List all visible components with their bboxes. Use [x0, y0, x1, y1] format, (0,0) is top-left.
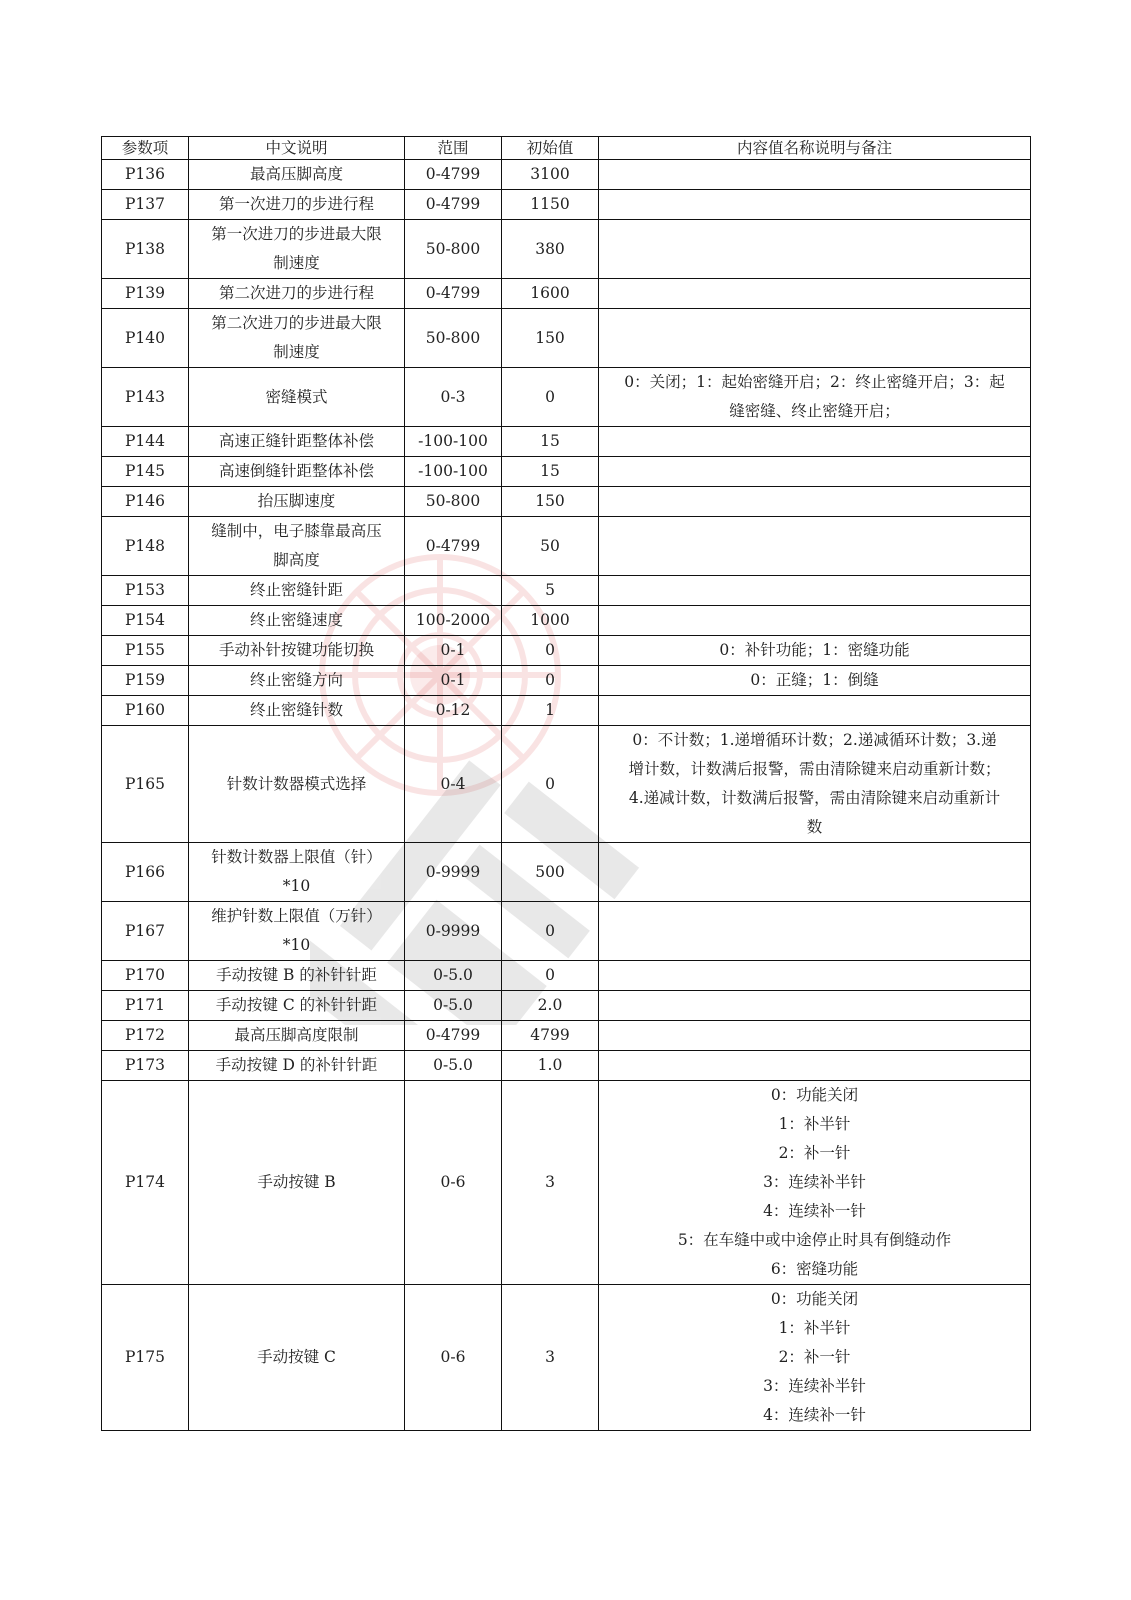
note-line: 4：连续补一针: [763, 1406, 866, 1424]
param-id-cell: P165: [102, 726, 189, 843]
default-value-cell: 1.0: [502, 1051, 599, 1081]
parameter-table: [101, 136, 1031, 1431]
range-cell: 0-5.0: [405, 1051, 502, 1081]
description-line: 第二次进刀的步进最大限: [211, 314, 382, 332]
note-line: 0：不计数；1.递增循环计数；2.递减循环计数；3.递: [632, 731, 997, 749]
notes-cell: [599, 636, 1031, 666]
default-value-cell: 0: [502, 961, 599, 991]
param-id-cell: P159: [102, 666, 189, 696]
default-value-cell: 15: [502, 457, 599, 487]
description-line: 制速度: [273, 343, 320, 361]
range-cell: 0-4799: [405, 517, 502, 576]
table-row: [102, 1081, 1031, 1285]
description-line: 第一次进刀的步进最大限: [211, 225, 382, 243]
description-line: 终止密缝方向: [249, 671, 343, 689]
param-id-cell: P153: [102, 576, 189, 606]
range-cell: 50-800: [405, 309, 502, 368]
table-row: [102, 991, 1031, 1021]
description-line: *10: [282, 877, 311, 895]
default-value-cell: 3: [502, 1081, 599, 1285]
description-line: 缝制中，电子膝靠最高压: [211, 522, 382, 540]
table-row: [102, 666, 1031, 696]
default-value-cell: 3100: [502, 160, 599, 190]
range-cell: -100-100: [405, 427, 502, 457]
description-cell: [189, 309, 405, 368]
notes-cell: [599, 961, 1031, 991]
header-default: 初始值: [502, 137, 599, 160]
header-param: 参数项: [102, 137, 189, 160]
default-value-cell: 500: [502, 843, 599, 902]
default-value-cell: 5: [502, 576, 599, 606]
description-line: 手动按键 C 的补针针距: [215, 996, 378, 1014]
param-id-cell: P171: [102, 991, 189, 1021]
param-id-cell: P143: [102, 368, 189, 427]
param-id-cell: P145: [102, 457, 189, 487]
description-line: 高速正缝针距整体补偿: [218, 432, 374, 450]
header-description: 中文说明: [189, 137, 405, 160]
note-line: 0：补针功能；1：密缝功能: [719, 641, 910, 659]
table-row: [102, 220, 1031, 279]
description-cell: [189, 636, 405, 666]
header-range: 范围: [405, 137, 502, 160]
range-cell: 0-4799: [405, 279, 502, 309]
range-cell: 0-5.0: [405, 991, 502, 1021]
note-line: 0：正缝；1：倒缝: [750, 671, 879, 689]
notes-cell: [599, 666, 1031, 696]
note-line: 增计数，计数满后报警，需由清除键来启动重新计数；: [628, 760, 1001, 778]
param-id-cell: P173: [102, 1051, 189, 1081]
note-line: 0：功能关闭: [770, 1086, 859, 1104]
range-cell: 0-5.0: [405, 961, 502, 991]
param-id-cell: P137: [102, 190, 189, 220]
range-cell: -100-100: [405, 457, 502, 487]
range-cell: 0-4799: [405, 190, 502, 220]
notes-cell: [599, 279, 1031, 309]
description-line: 终止密缝针数: [249, 701, 343, 719]
range-cell: 0-3: [405, 368, 502, 427]
notes-cell: [599, 696, 1031, 726]
notes-cell: [599, 1051, 1031, 1081]
description-line: 终止密缝速度: [249, 611, 343, 629]
description-line: 维护针数上限值（万针）: [211, 907, 382, 925]
description-cell: [189, 696, 405, 726]
range-cell: 0-6: [405, 1081, 502, 1285]
description-cell: [189, 902, 405, 961]
default-value-cell: 0: [502, 666, 599, 696]
note-line: 0：功能关闭: [770, 1290, 859, 1308]
description-line: 高速倒缝针距整体补偿: [218, 462, 374, 480]
description-cell: [189, 160, 405, 190]
range-cell: 0-4799: [405, 160, 502, 190]
notes-cell: [599, 190, 1031, 220]
table-row: [102, 576, 1031, 606]
description-line: *10: [282, 936, 311, 954]
table-row: [102, 487, 1031, 517]
description-line: 手动按键 B 的补针针距: [216, 966, 377, 984]
table-row: [102, 696, 1031, 726]
table-row: [102, 427, 1031, 457]
notes-cell: [599, 606, 1031, 636]
table-row: [102, 309, 1031, 368]
notes-cell: [599, 902, 1031, 961]
param-id-cell: P155: [102, 636, 189, 666]
header-notes: 内容值名称说明与备注: [599, 137, 1031, 160]
param-id-cell: P144: [102, 427, 189, 457]
default-value-cell: 150: [502, 309, 599, 368]
table-row: [102, 726, 1031, 843]
default-value-cell: 1600: [502, 279, 599, 309]
description-line: 脚高度: [273, 551, 320, 569]
notes-cell: [599, 309, 1031, 368]
range-cell: 0-4: [405, 726, 502, 843]
description-cell: [189, 1021, 405, 1051]
default-value-cell: 1: [502, 696, 599, 726]
default-value-cell: 15: [502, 427, 599, 457]
description-cell: [189, 457, 405, 487]
range-cell: 0-1: [405, 666, 502, 696]
default-value-cell: 1000: [502, 606, 599, 636]
notes-cell: [599, 160, 1031, 190]
table-row: [102, 636, 1031, 666]
description-cell: [189, 1081, 405, 1285]
notes-cell: [599, 457, 1031, 487]
description-cell: [189, 190, 405, 220]
description-cell: [189, 427, 405, 457]
note-line: 1：补半针: [778, 1319, 851, 1337]
table-row: [102, 1051, 1031, 1081]
param-id-cell: P139: [102, 279, 189, 309]
param-id-cell: P160: [102, 696, 189, 726]
param-id-cell: P136: [102, 160, 189, 190]
description-line: 手动补针按键功能切换: [218, 641, 374, 659]
notes-cell: [599, 576, 1031, 606]
default-value-cell: 0: [502, 902, 599, 961]
note-line: 4.递减计数，计数满后报警，需由清除键来启动重新计: [628, 789, 1001, 807]
param-id-cell: P174: [102, 1081, 189, 1285]
description-line: 手动按键 C: [257, 1348, 336, 1366]
note-line: 5：在车缝中或中途停止时具有倒缝动作: [677, 1231, 952, 1249]
note-line: 2：补一针: [778, 1144, 851, 1162]
default-value-cell: 3: [502, 1285, 599, 1431]
default-value-cell: 150: [502, 487, 599, 517]
notes-cell: [599, 487, 1031, 517]
param-id-cell: P146: [102, 487, 189, 517]
description-line: 手动按键 D 的补针针距: [215, 1056, 378, 1074]
default-value-cell: 2.0: [502, 991, 599, 1021]
param-id-cell: P154: [102, 606, 189, 636]
range-cell: 0-9999: [405, 843, 502, 902]
description-line: 密缝模式: [265, 387, 328, 406]
default-value-cell: 4799: [502, 1021, 599, 1051]
param-id-cell: P175: [102, 1285, 189, 1431]
range-cell: 100-2000: [405, 606, 502, 636]
description-line: 最高压脚高度: [249, 165, 343, 183]
range-cell: 0-9999: [405, 902, 502, 961]
note-line: 0：关闭；1：起始密缝开启；2：终止密缝开启；3：起: [624, 373, 1005, 391]
table-row: [102, 279, 1031, 309]
description-line: 针数计数器模式选择: [226, 774, 367, 793]
description-cell: [189, 726, 405, 843]
table-header-row: [102, 137, 1031, 160]
description-line: 手动按键 B: [257, 1173, 336, 1191]
description-line: 第二次进刀的步进行程: [218, 284, 374, 302]
param-id-cell: P170: [102, 961, 189, 991]
description-cell: [189, 279, 405, 309]
description-cell: [189, 487, 405, 517]
notes-cell: [599, 843, 1031, 902]
param-id-cell: P148: [102, 517, 189, 576]
note-line: 缝密缝、终止密缝开启；: [729, 402, 900, 420]
description-line: 针数计数器上限值（针）: [211, 848, 382, 866]
table-row: [102, 160, 1031, 190]
notes-cell: [599, 1021, 1031, 1051]
description-cell: [189, 961, 405, 991]
notes-cell: [599, 427, 1031, 457]
description-cell: [189, 220, 405, 279]
notes-cell: [599, 726, 1031, 843]
range-cell: 50-800: [405, 220, 502, 279]
default-value-cell: 0: [502, 368, 599, 427]
description-line: 最高压脚高度限制: [234, 1026, 359, 1044]
default-value-cell: 0: [502, 726, 599, 843]
notes-cell: [599, 1081, 1031, 1285]
notes-cell: [599, 991, 1031, 1021]
default-value-cell: 380: [502, 220, 599, 279]
description-cell: [189, 368, 405, 427]
param-id-cell: P167: [102, 902, 189, 961]
range-cell: [405, 576, 502, 606]
range-cell: 50-800: [405, 487, 502, 517]
range-cell: 0-12: [405, 696, 502, 726]
table-row: [102, 843, 1031, 902]
table-row: [102, 457, 1031, 487]
table-row: [102, 1021, 1031, 1051]
note-line: 4：连续补一针: [763, 1202, 866, 1220]
param-id-cell: P172: [102, 1021, 189, 1051]
description-cell: [189, 1051, 405, 1081]
param-id-cell: P138: [102, 220, 189, 279]
notes-cell: [599, 1285, 1031, 1431]
default-value-cell: 0: [502, 636, 599, 666]
range-cell: 0-1: [405, 636, 502, 666]
param-id-cell: P140: [102, 309, 189, 368]
note-line: 3：连续补半针: [763, 1173, 866, 1191]
description-cell: [189, 606, 405, 636]
note-line: 6：密缝功能: [770, 1260, 859, 1278]
note-line: 1：补半针: [778, 1115, 851, 1133]
table-row: [102, 902, 1031, 961]
description-line: 第一次进刀的步进行程: [218, 195, 374, 213]
note-line: 3：连续补半针: [763, 1377, 866, 1395]
table-row: [102, 961, 1031, 991]
default-value-cell: 50: [502, 517, 599, 576]
description-cell: [189, 991, 405, 1021]
table-row: [102, 517, 1031, 576]
description-line: 终止密缝针距: [249, 581, 343, 599]
default-value-cell: 1150: [502, 190, 599, 220]
table-row: [102, 190, 1031, 220]
description-cell: [189, 517, 405, 576]
notes-cell: [599, 517, 1031, 576]
notes-cell: [599, 368, 1031, 427]
param-id-cell: P166: [102, 843, 189, 902]
description-line: 制速度: [273, 254, 320, 272]
note-line: 数: [806, 818, 823, 836]
range-cell: 0-6: [405, 1285, 502, 1431]
note-line: 2：补一针: [778, 1348, 851, 1366]
description-cell: [189, 666, 405, 696]
description-cell: [189, 843, 405, 902]
description-line: 抬压脚速度: [257, 492, 336, 510]
description-cell: [189, 1285, 405, 1431]
table-row: [102, 368, 1031, 427]
notes-cell: [599, 220, 1031, 279]
table-row: [102, 606, 1031, 636]
range-cell: 0-4799: [405, 1021, 502, 1051]
description-cell: [189, 576, 405, 606]
table-row: [102, 1285, 1031, 1431]
